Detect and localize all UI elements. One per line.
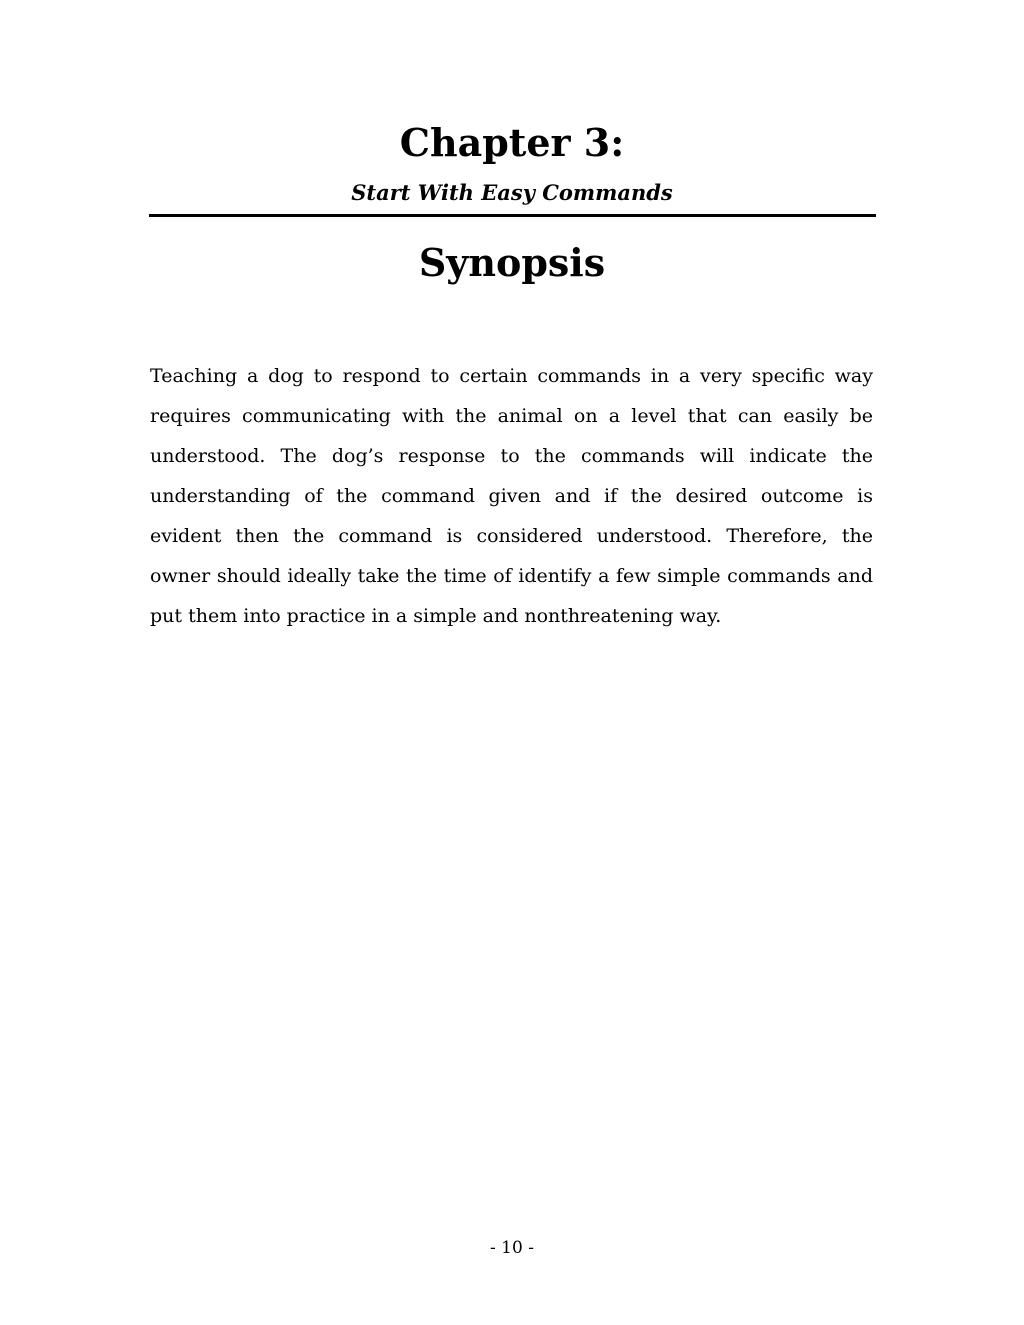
- body-paragraph: Teaching a dog to respond to certain commands in a very specific way requires communicating with the animal on a level that can easily be understood. The dog’s response to the commands will indicate the understanding of the command given and if the desired outcome is evident then the command is considered understood. Therefore, the owner should ideally take the time of identify a few simple commands and put them into practice in a simple and nonthreatening way.: [150, 365, 873, 627]
- chapter-subtitle: Start With Easy Commands: [351, 180, 673, 205]
- chapter-title: Chapter 3:: [399, 120, 625, 165]
- section-title: Synopsis: [418, 240, 606, 285]
- horizontal-divider: [149, 214, 876, 217]
- page-number: - 10 -: [490, 1238, 534, 1258]
